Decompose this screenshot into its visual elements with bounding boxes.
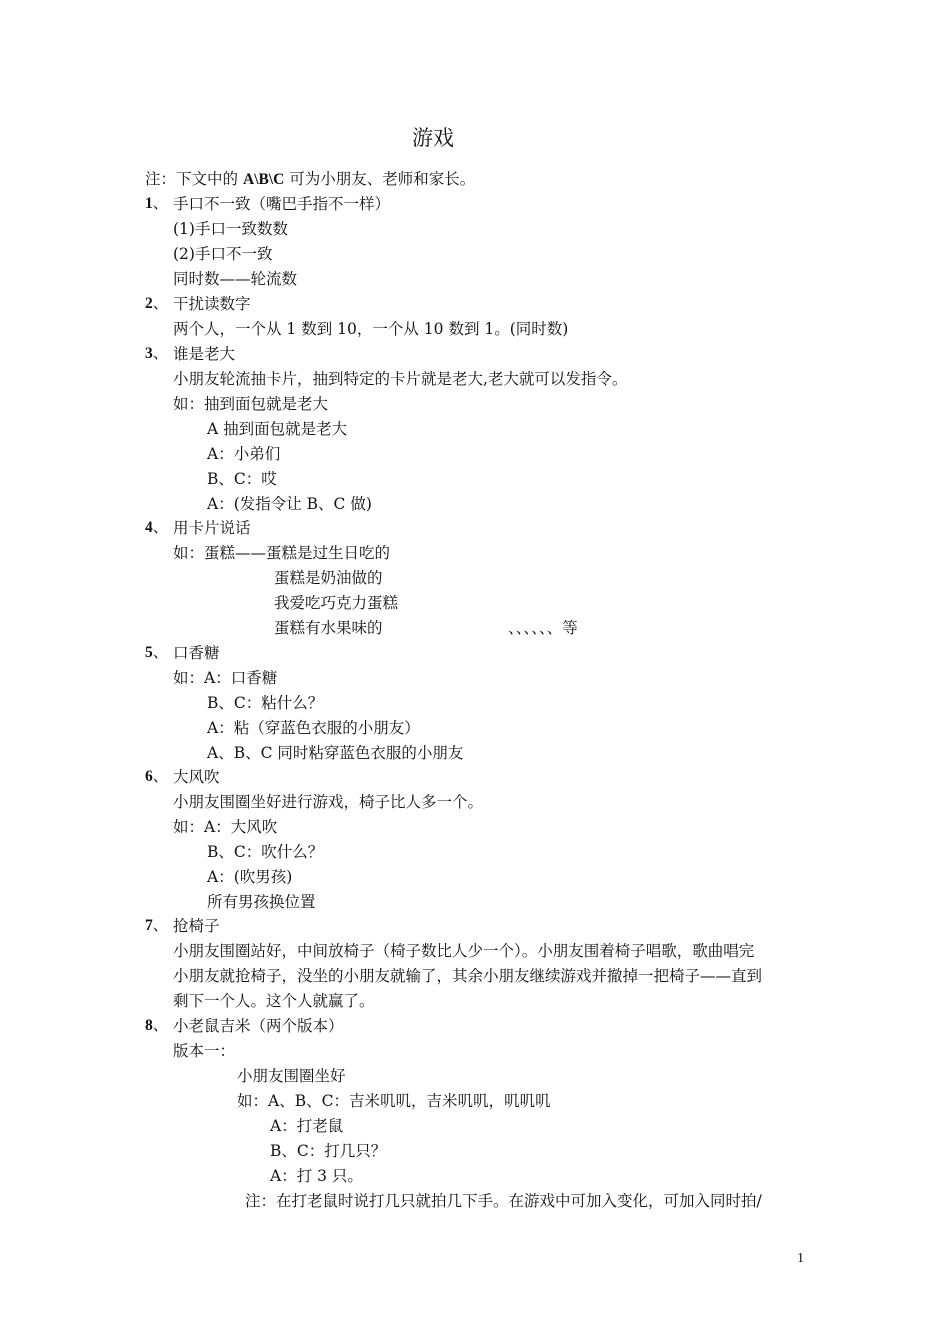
section-heading: 小老鼠吉米（两个版本） <box>173 1017 344 1035</box>
body-line: A：打老鼠 <box>270 1117 344 1135</box>
body-line: 两个人，一个从 1 数到 10，一个从 10 数到 1。(同时数) <box>173 320 569 338</box>
body-line: (1)手口一致数数 <box>173 220 288 238</box>
body-line: B、C：打几只？ <box>270 1142 387 1160</box>
body-line: 同时数——轮流数 <box>173 270 298 288</box>
section-number: 4、 <box>145 519 169 536</box>
section-number: 1、 <box>145 195 169 212</box>
body-line: 如：A：口香糖 <box>173 669 278 687</box>
body-line: A：小弟们 <box>207 445 281 463</box>
body-line: 如：A、B、C：吉米叽叽，吉米叽叽，叽叽叽 <box>237 1092 551 1110</box>
body-line: 小朋友就抢椅子，没坐的小朋友就输了，其余小朋友继续游戏并撤掉一把椅子——直到 <box>173 967 763 985</box>
body-line: 注：在打老鼠时说打几只就拍几下手。在游戏中可加入变化，可加入同时拍/ <box>245 1192 762 1210</box>
section-heading: 干扰读数字 <box>173 295 251 313</box>
intro-note <box>145 169 475 190</box>
body-line: A：打 3 只。 <box>270 1167 363 1185</box>
body-line: B、C：吹什么？ <box>207 843 324 861</box>
section-heading: 手口不一致（嘴巴手指不一样） <box>173 195 391 213</box>
body-line: 蛋糕有水果味的 <box>274 619 383 637</box>
section-number: 5、 <box>145 644 169 661</box>
section-heading: 谁是老大 <box>173 345 236 363</box>
body-line: 小朋友围圈站好，中间放椅子（椅子数比人少一个）。小朋友围着椅子唱歌，歌曲唱完 <box>173 942 755 960</box>
body-line: 剩下一个人。这个人就赢了。 <box>173 992 375 1010</box>
body-line: 所有男孩换位置 <box>207 893 316 911</box>
section-number: 2、 <box>145 295 169 312</box>
body-line: A：(发指令让 B、C 做) <box>207 495 372 513</box>
body-line: B、C：粘什么？ <box>207 694 324 712</box>
section-heading: 大风吹 <box>173 768 220 786</box>
body-line: (2)手口不一致 <box>173 245 273 263</box>
body-line: 蛋糕是奶油做的 <box>274 569 383 587</box>
section-number: 7、 <box>145 917 169 934</box>
body-line: 如：抽到面包就是老大 <box>173 395 329 413</box>
body-line: 、、、、、、等 <box>508 619 578 637</box>
page-title: 游戏 <box>412 126 454 150</box>
body-line: 小朋友围圈坐好 <box>237 1067 346 1085</box>
section-number: 8、 <box>145 1017 169 1034</box>
body-line: A：(吹男孩) <box>207 868 293 886</box>
section-heading: 抢椅子 <box>173 917 220 935</box>
section-heading: 用卡片说话 <box>173 519 251 537</box>
body-line: B、C：哎 <box>207 470 277 488</box>
body-line: A 抽到面包就是老大 <box>207 420 348 438</box>
body-line: 如：A：大风吹 <box>173 818 278 836</box>
section-number: 3、 <box>145 345 169 362</box>
body-line: 小朋友轮流抽卡片，抽到特定的卡片就是老大,老大就可以发指令。 <box>173 370 628 388</box>
section-number: 6、 <box>145 768 169 785</box>
section-heading: 口香糖 <box>173 644 220 662</box>
body-line: 我爱吃巧克力蛋糕 <box>274 594 399 612</box>
body-line: 小朋友围圈坐好进行游戏，椅子比人多一个。 <box>173 793 484 811</box>
page-number: 1 <box>797 1251 804 1266</box>
body-line: A：粘（穿蓝色衣服的小朋友） <box>207 719 420 737</box>
body-line: 如：蛋糕——蛋糕是过生日吃的 <box>173 544 391 562</box>
note-abc: A\B\C <box>242 171 285 188</box>
body-line: 版本一： <box>173 1042 236 1060</box>
note-suffix: 可为小朋友、老师和家长。 <box>284 170 476 188</box>
note-prefix: 注：下文中的 <box>145 170 243 188</box>
body-line: A、B、C 同时粘穿蓝色衣服的小朋友 <box>207 744 464 762</box>
